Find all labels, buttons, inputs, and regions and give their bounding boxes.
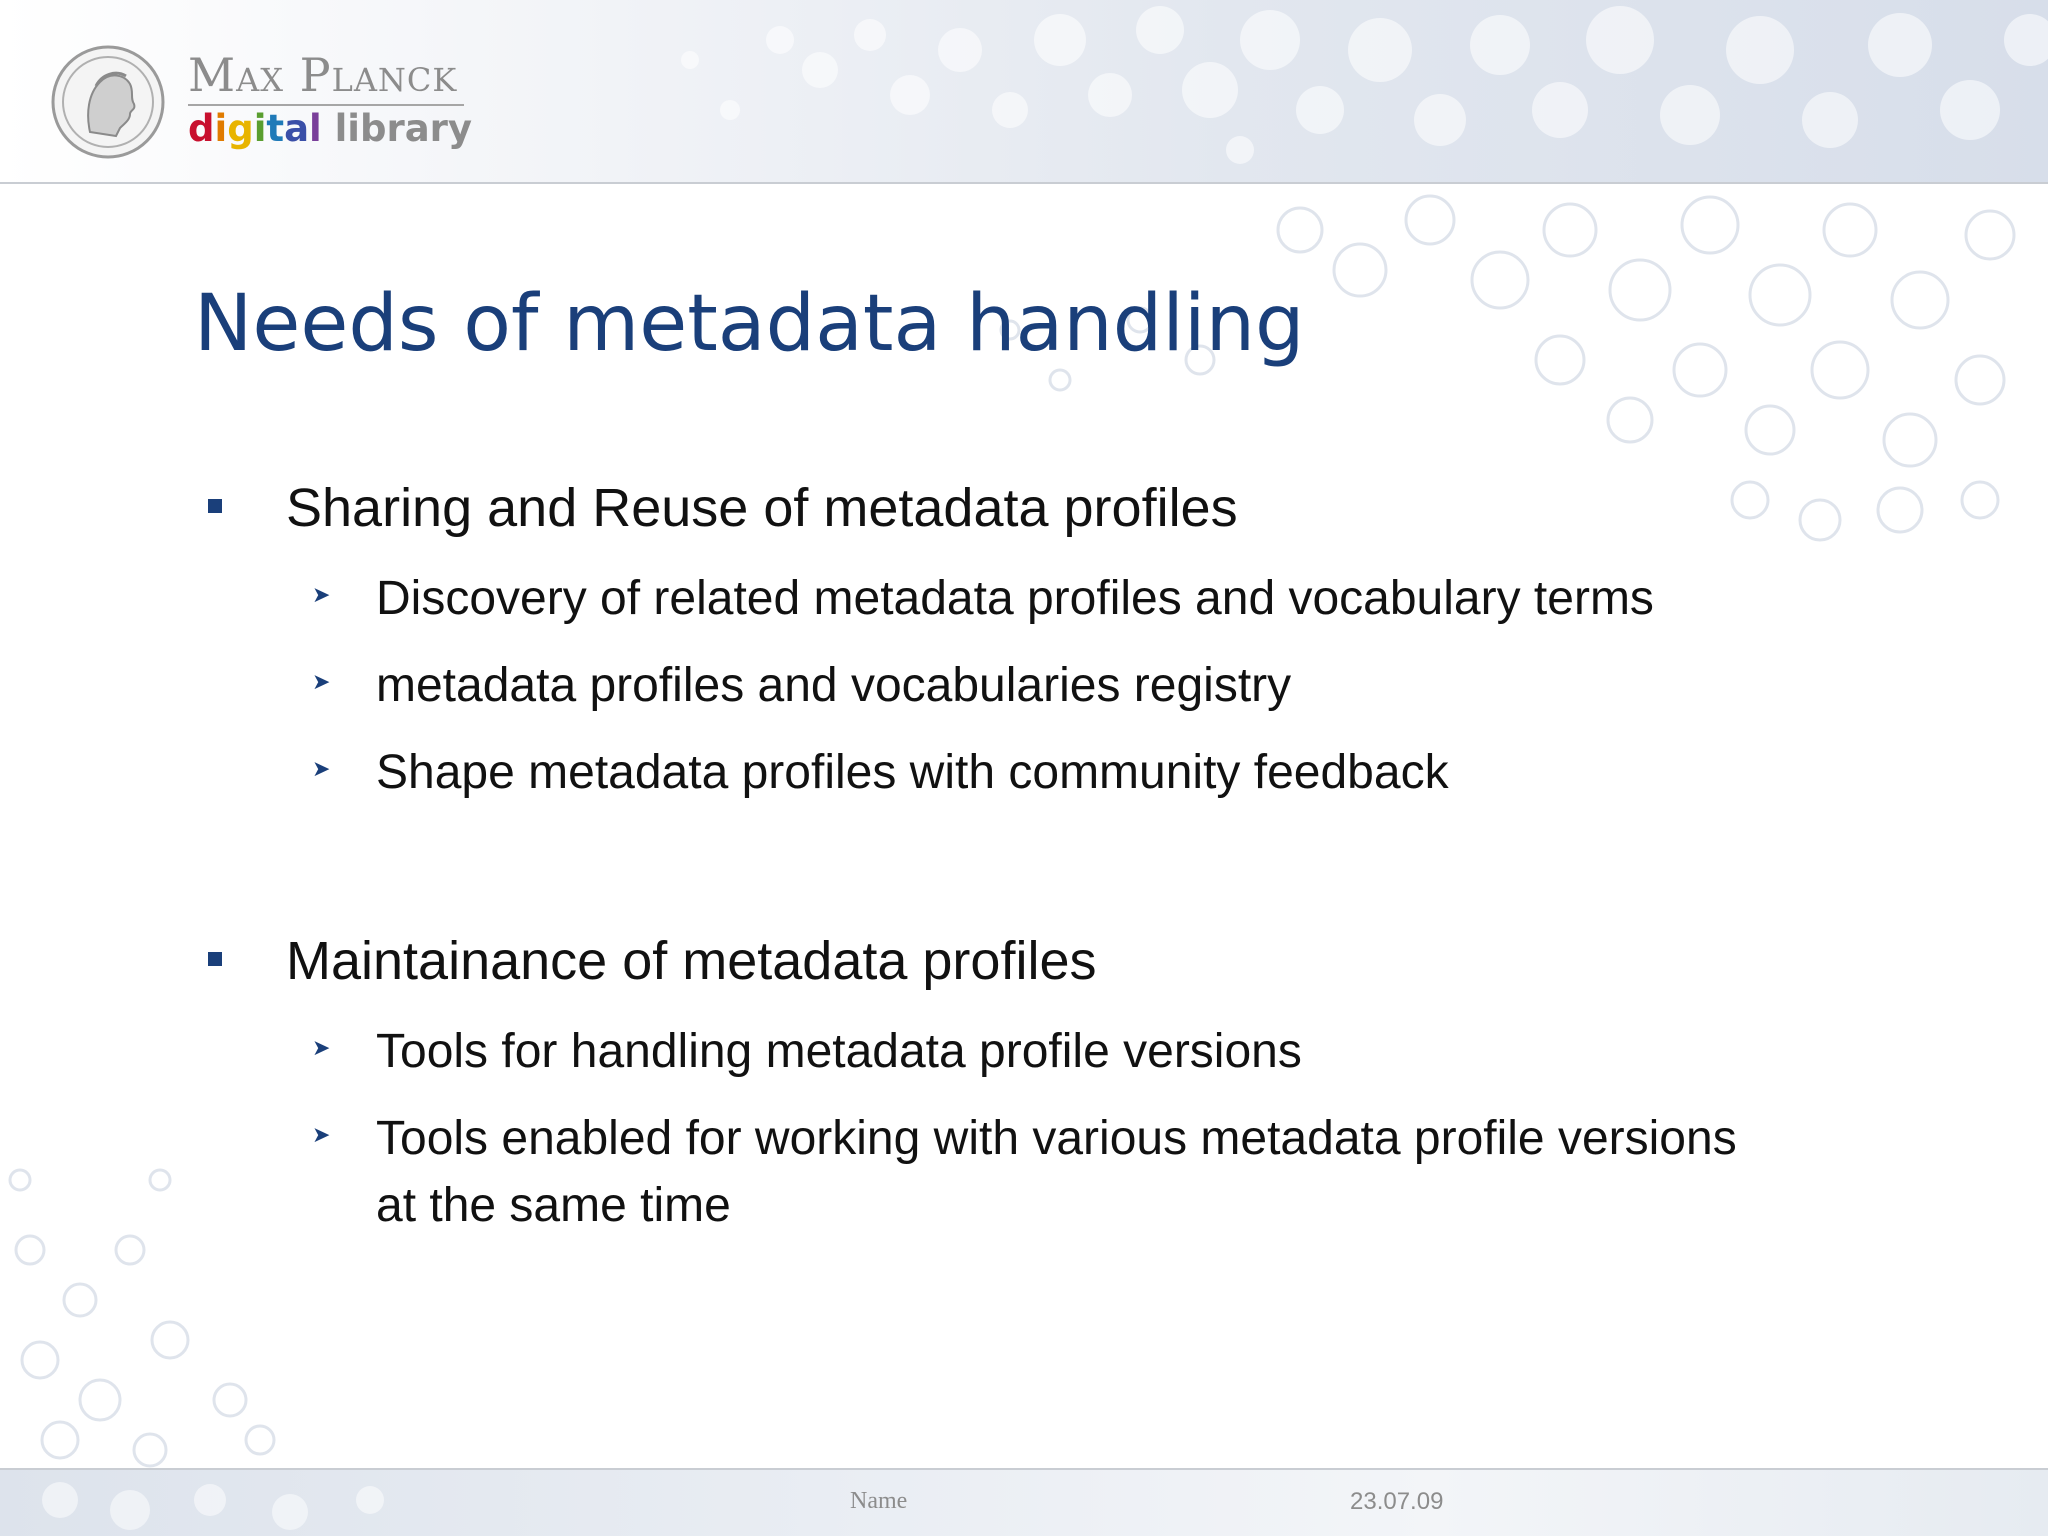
arrowhead-bullet-icon: ➤: [312, 583, 331, 608]
square-bullet-icon: [208, 952, 222, 966]
section-heading: Maintainance of metadata profiles: [286, 931, 1097, 991]
logo-sub-letter: g: [227, 107, 254, 150]
logo-sub-letter: t: [266, 107, 285, 150]
list-item: Shape metadata profiles with community feedback: [376, 746, 1449, 799]
logo-subtitle: [188, 107, 473, 150]
logo-sub-word: library: [321, 107, 473, 150]
arrowhead-bullet-icon: ➤: [312, 1036, 331, 1061]
footer-date: 23.07.09: [1350, 1488, 1444, 1515]
minerva-seal-icon: [50, 44, 166, 160]
logo-sub-letter: i: [214, 107, 228, 150]
list-item: metadata profiles and vocabularies registry: [376, 659, 1292, 712]
footer-name: Name: [850, 1488, 908, 1514]
logo-divider: [188, 104, 464, 106]
footer-band: [0, 1468, 2048, 1536]
logo-sub-letter: a: [284, 107, 310, 150]
logo-sub-letter: i: [253, 107, 267, 150]
slide-title: Needs of metadata handling: [194, 279, 1305, 369]
arrowhead-bullet-icon: ➤: [312, 670, 331, 695]
section-heading: Sharing and Reuse of metadata profiles: [286, 478, 1238, 538]
arrowhead-bullet-icon: ➤: [312, 757, 331, 782]
square-bullet-icon: [208, 499, 222, 513]
logo-sub-letter: d: [188, 107, 215, 150]
arrowhead-bullet-icon: ➤: [312, 1123, 331, 1148]
list-item: Tools for handling metadata profile versions: [376, 1025, 1302, 1078]
list-item-continuation: at the same time: [376, 1179, 731, 1232]
logo-name: Max Planck: [188, 48, 458, 102]
list-item: Discovery of related metadata profiles and vocabulary terms: [376, 572, 1654, 625]
list-item: Tools enabled for working with various metadata profile versions: [376, 1112, 1737, 1165]
logo-sub-letter: l: [309, 107, 322, 150]
